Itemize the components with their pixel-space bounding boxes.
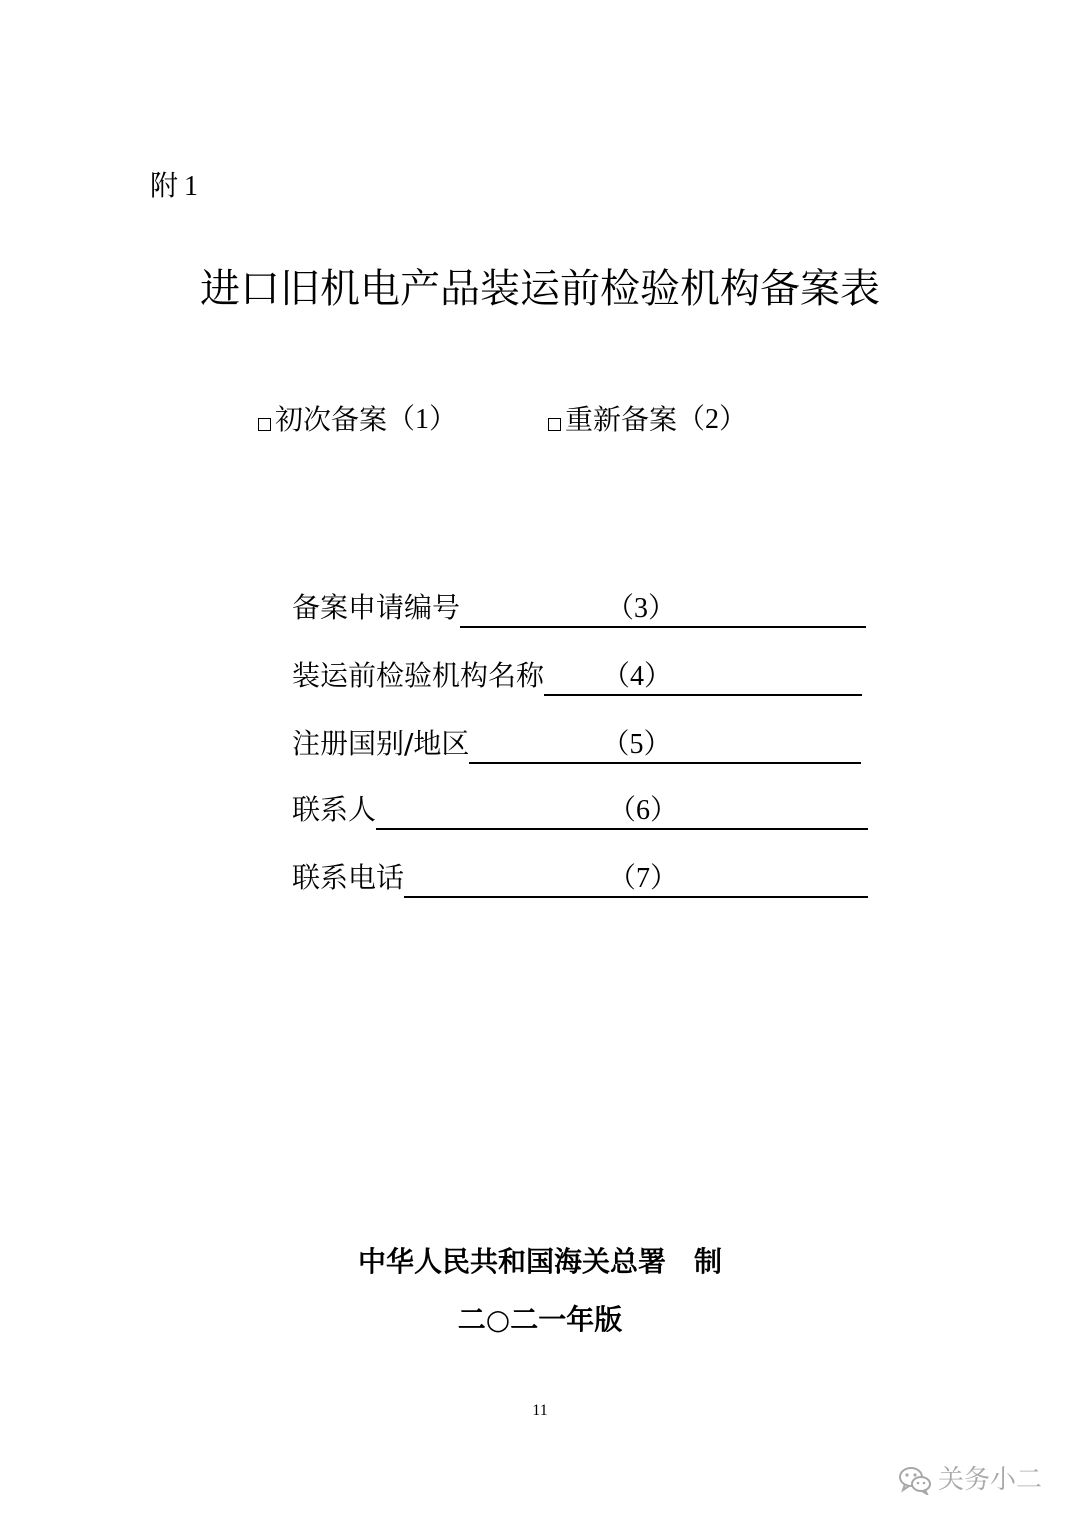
application-number-input[interactable] — [460, 590, 866, 628]
contact-phone-input[interactable] — [404, 860, 868, 898]
refiling-label: 重新备案 — [565, 403, 678, 436]
field-contact-phone — [292, 858, 868, 898]
attachment-number: 1 — [184, 171, 199, 202]
agency-name-input[interactable] — [544, 658, 862, 696]
issuing-authority: 中华人民共和国海关总署 制 — [357, 1245, 722, 1278]
contact-person-input[interactable] — [376, 792, 868, 830]
initial-filing-label: 初次备案 — [275, 403, 388, 436]
contact-person-label: 联系人 — [292, 793, 377, 826]
form-title: 进口旧机电产品装运前检验机构备案表 — [200, 266, 880, 312]
attachment-prefix: 附 — [150, 169, 179, 202]
refiling-code: （2） — [677, 404, 748, 435]
attachment-label — [150, 166, 198, 207]
initial-filing-code: （1） — [387, 404, 458, 435]
refiling-checkbox[interactable] — [548, 418, 561, 431]
watermark — [898, 1460, 1042, 1500]
initial-filing-checkbox[interactable] — [258, 418, 271, 431]
field-contact-person — [292, 790, 868, 830]
field-registered-country — [292, 724, 861, 764]
agency-name-label: 装运前检验机构名称 — [292, 659, 545, 692]
registered-country-label: 注册国别/地区 — [292, 727, 470, 760]
contact-phone-code: （7） — [608, 863, 679, 894]
page-number: 11 — [532, 1402, 548, 1419]
field-agency-name — [292, 656, 862, 696]
wechat-icon — [898, 1465, 932, 1495]
edition-year: 二○二一年版 — [457, 1303, 623, 1336]
registered-country-input[interactable] — [469, 726, 861, 764]
application-number-code: （3） — [606, 593, 677, 624]
field-application-number — [292, 588, 866, 628]
filing-type-options — [0, 400, 1080, 440]
contact-phone-label: 联系电话 — [292, 861, 405, 894]
agency-name-code: （4） — [602, 661, 673, 692]
contact-person-code: （6） — [608, 795, 679, 826]
option-refiling[interactable] — [548, 400, 747, 440]
watermark-text: 关务小二 — [938, 1465, 1043, 1495]
registered-country-code: （5） — [601, 729, 672, 760]
option-initial-filing[interactable] — [258, 400, 457, 440]
application-number-label: 备案申请编号 — [292, 591, 461, 624]
